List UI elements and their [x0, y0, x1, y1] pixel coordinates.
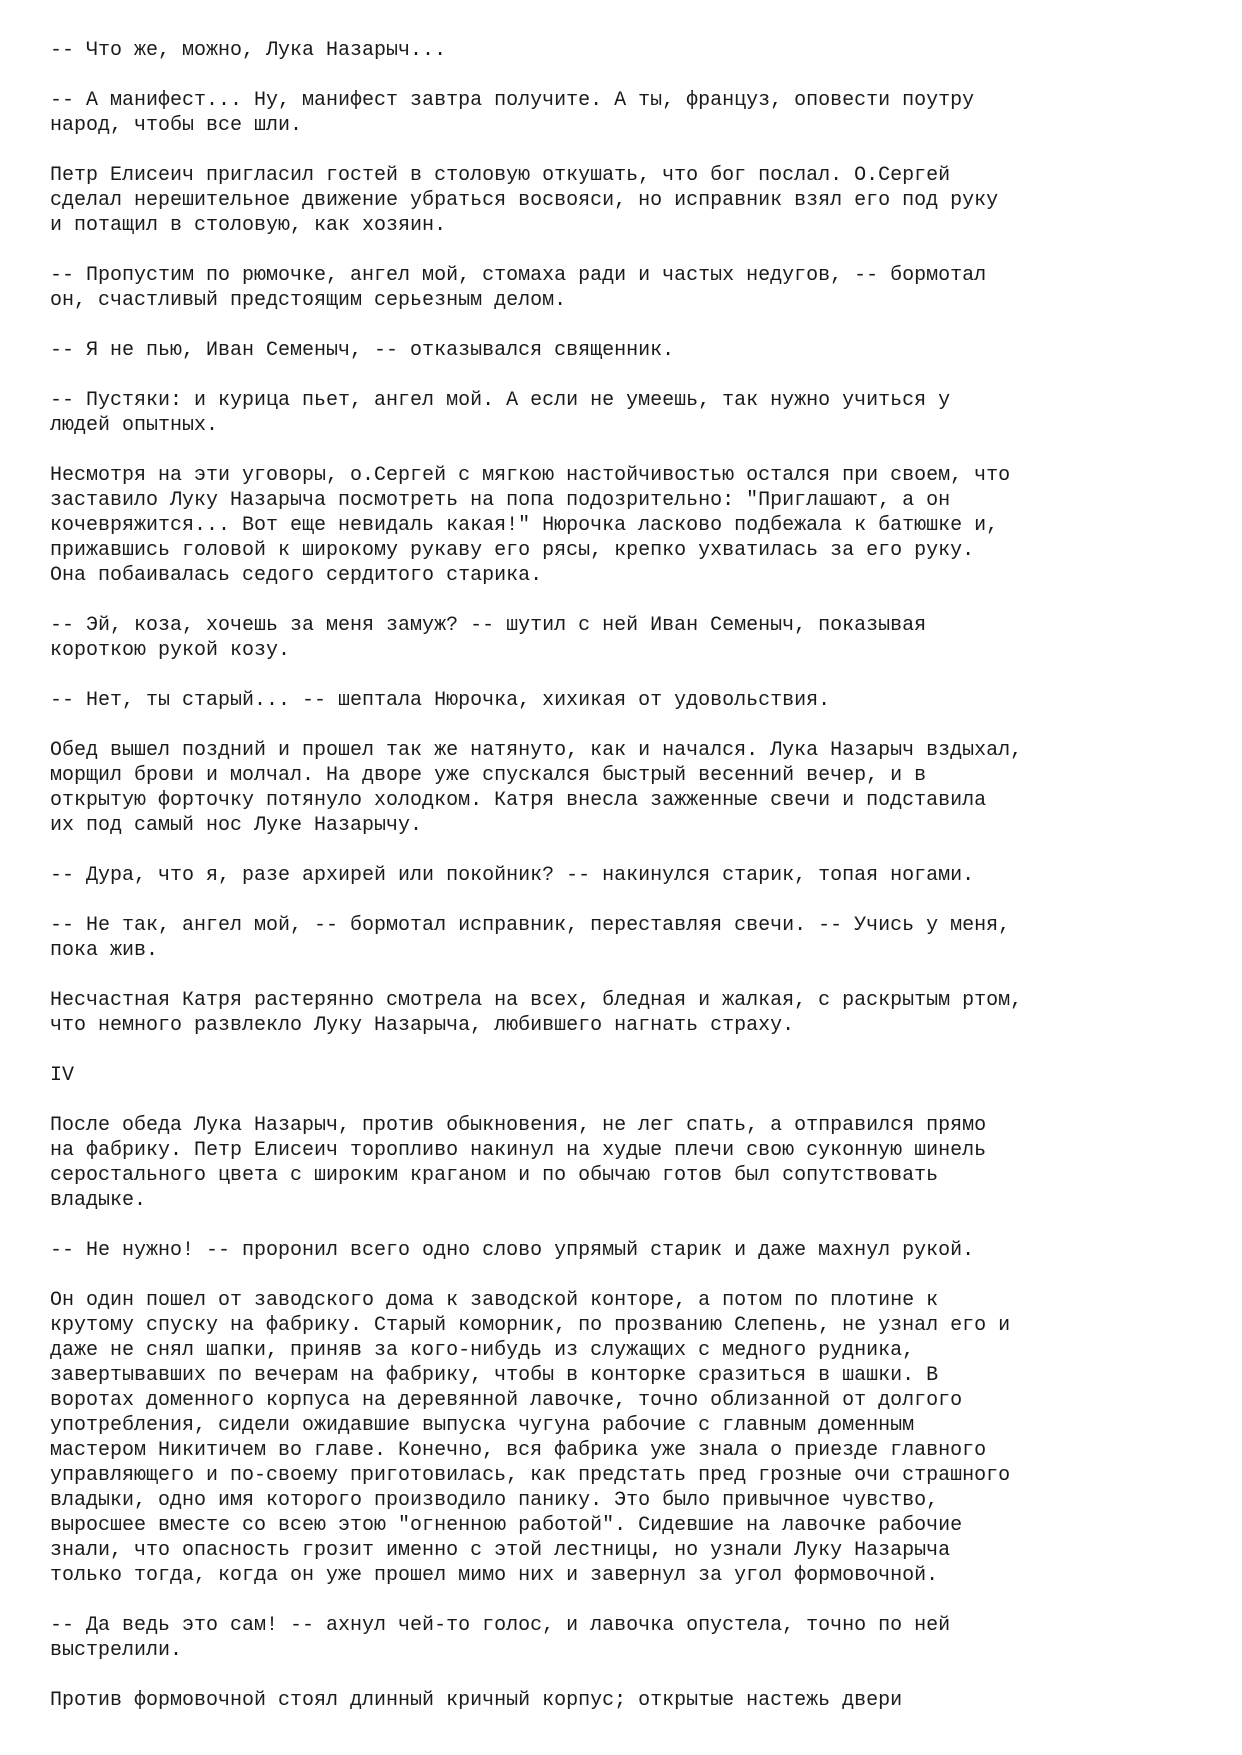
- paragraph: Несчастная Катря растерянно смотрела на всех, бледная и жалкая, с раскрытым ртом, что немного развлекло Луку Назарыча, любившего нагнать страху.: [50, 989, 1023, 1037]
- paragraph: Несмотря на эти уговоры, о.Сергей с мягкою настойчивостью остался при своем, что заставило Луку Назарыча посмотреть на попа подозрительно: "Приглашают, а он кочевряжится... Вот еще невидаль какая!" Нюрочка ласково подбежала к батюшке и, прижавшись головой к широкому рукаву его рясы, крепко ухватилась за его руку. Она побаивалась седого сердитого старика.: [50, 464, 1011, 587]
- paragraph: Обед вышел поздний и прошел так же натянуто, как и начался. Лука Назарыч вздыхал, морщил брови и молчал. На дворе уже спускался быстрый весенний вечер, и в открытую форточку потянуло холодком. Катря внесла зажженные свечи и подставила их под самый нос Луке Назарычу.: [50, 739, 1023, 837]
- document-page: [50, 38, 1210, 1738]
- chapter-heading: IV: [50, 1064, 75, 1087]
- paragraph: -- Что же, можно, Лука Назарыч...: [50, 39, 447, 62]
- paragraph: -- Да ведь это сам! -- ахнул чей-то голос, и лавочка опустела, точно по ней выстрелили.: [50, 1614, 951, 1662]
- paragraph: -- Дура, что я, разе архирей или покойник? -- накинулся старик, топая ногами.: [50, 864, 975, 887]
- paragraph: -- А манифест... Ну, манифест завтра получите. А ты, француз, оповести поутру народ, чтобы все шли.: [50, 89, 975, 137]
- paragraph: -- Пропустим по рюмочке, ангел мой, стомаха ради и частых недугов, -- бормотал он, счастливый предстоящим серьезным делом.: [50, 264, 987, 312]
- paragraph: -- Не так, ангел мой, -- бормотал исправник, переставляя свечи. -- Учись у меня, пока жив.: [50, 914, 1011, 962]
- paragraph: -- Эй, коза, хочешь за меня замуж? -- шутил с ней Иван Семеныч, показывая короткою рукой козу.: [50, 614, 927, 662]
- paragraph: Он один пошел от заводского дома к заводской конторе, а потом по плотине к крутому спуску на фабрику. Старый коморник, по прозванию Слепень, не узнал его и даже не снял шапки, приняв за кого-нибудь из служащих с медного рудника, завертывавших по вечерам на фабрику, чтобы в конторке сразиться в шашки. В воротах доменного корпуса на деревянной лавочке, точно облизанной от долгого употребления, сидели ожидавшие выпуска чугуна рабочие с главным доменным мастером Никитичем во главе. Конечно, вся фабрика уже знала о приезде главного управляющего и по-своему приготовилась, как предстать пред грозные очи страшного владыки, одно имя которого производило панику. Это было привычное чувство, выросшее вместе со всею этою "огненною работой". Сидевшие на лавочке рабочие знали, что опасность грозит именно с этой лестницы, но узнали Луку Назарыча только тогда, когда он уже прошел мимо них и завернул за угол формовочной.: [50, 1289, 1011, 1587]
- paragraph: Петр Елисеич пригласил гостей в столовую откушать, что бог послал. О.Сергей сделал нерешительное движение убраться восвояси, но исправник взял его под руку и потащил в столовую, как хозяин.: [50, 164, 999, 237]
- paragraph: -- Нет, ты старый... -- шептала Нюрочка, хихикая от удовольствия.: [50, 689, 831, 712]
- paragraph: -- Я не пью, Иван Семеныч, -- отказывался священник.: [50, 339, 675, 362]
- paragraph: Против формовочной стоял длинный кричный корпус; открытые настежь двери: [50, 1689, 903, 1712]
- paragraph: -- Пустяки: и курица пьет, ангел мой. А если не умеешь, так нужно учиться у людей опытных.: [50, 389, 951, 437]
- paragraph: После обеда Лука Назарыч, против обыкновения, не лег спать, а отправился прямо на фабрику. Петр Елисеич торопливо накинул на худые плечи свою суконную шинель серостального цвета с широким краганом и по обычаю готов был сопутствовать владыке.: [50, 1114, 987, 1212]
- paragraph: -- Не нужно! -- проронил всего одно слово упрямый старик и даже махнул рукой.: [50, 1239, 975, 1262]
